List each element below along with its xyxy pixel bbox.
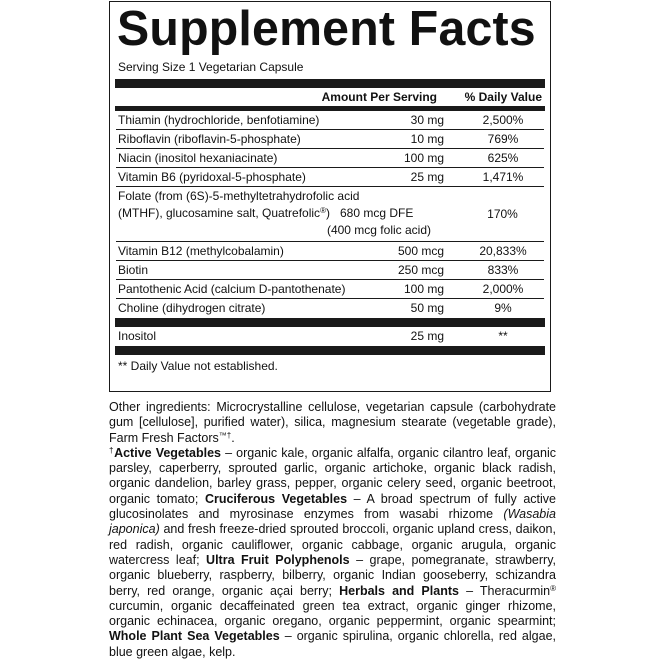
nutrient-row (116, 149, 544, 168)
nutrient-name: Pantothenic Acid (calcium D-pantothenate) (118, 282, 346, 296)
nutrient-row (116, 280, 544, 299)
nutrient-daily-value: 170% (487, 207, 518, 221)
whole-plant-sea-vegetables-heading: Whole Plant Sea Vegetables (109, 629, 280, 644)
ultra-fruit-polyphenols-text: – grape, pomegranate, strawberry, organic blueberry, raspberry, bilberry, organic Indian gooseberry, schizandra berry, red orange, organic açai berry; (109, 552, 556, 598)
cruciferous-vegetables-text-2: and fresh freeze-dried sprouted broccoli, organic upland cress, daikon, red radish, organic cauliflower, organic cabbage, organic arugula, organic watercress leaf; (109, 522, 556, 567)
nutrient-name: Vitamin B12 (methylcobalamin) (118, 244, 284, 258)
nutrient-daily-value: 20,833% (479, 244, 527, 258)
amount-column-header: Amount Per Serving (321, 90, 437, 104)
nutrient-amount: 100 mg (403, 282, 444, 296)
folate-amount: ) 680 mcg DFE (325, 206, 414, 220)
folate-line-1: Folate (from (6S)-5-methyltetrahydrofolic acid (118, 189, 360, 203)
divider-thick (115, 79, 545, 88)
nutrient-name: Thiamin (hydrochloride, benfotiamine) (118, 113, 320, 127)
cruciferous-vegetables-text: – A broad spectrum of fully active glucosinolates and myrosinase enzymes from wasabi rhizome (109, 491, 556, 522)
nutrient-daily-value: 833% (487, 263, 519, 277)
column-header-row (116, 88, 544, 106)
nutrient-name: Vitamin B6 (pyridoxal-5-phosphate) (118, 170, 306, 184)
herbals-and-plants-text: – Theracurmin (458, 583, 551, 598)
nutrient-daily-value: 1,471% (482, 170, 524, 184)
nutrient-name: Biotin (118, 263, 149, 277)
nutrient-amount: 10 mg (410, 132, 444, 146)
ingredients-paragraph (109, 400, 556, 660)
daily-value-footnote: ** Daily Value not established. (118, 359, 278, 373)
nutrient-name: Riboflavin (riboflavin-5-phosphate) (118, 132, 301, 146)
nutrient-name: Niacin (inositol hexaniacinate) (118, 151, 278, 165)
nutrient-amount: 50 mg (410, 301, 444, 315)
nutrient-name: Inositol (118, 329, 157, 343)
nutrient-row-folate (116, 187, 544, 242)
nutrient-row (116, 261, 544, 280)
nutrient-amount: 25 mg (410, 329, 444, 343)
nutrient-daily-value: 2,000% (482, 282, 524, 296)
nutrient-row-inositol (116, 327, 544, 346)
registered-mark: ® (320, 206, 326, 215)
ultra-fruit-polyphenols-heading: Ultra Fruit Polyphenols (206, 552, 350, 567)
registered-mark: ® (550, 583, 556, 593)
dagger-mark: † (109, 445, 115, 455)
wasabia-latin-name: (Wasabia japonica) (109, 507, 556, 537)
nutrient-amount: 25 mg (410, 170, 444, 184)
nutrient-amount: 500 mcg (397, 244, 444, 258)
active-vegetables-text: – organic kale, organic alfalfa, organic cilantro leaf, organic parsley, caperberry, sprouted garlic, organic artichoke, organic black radish, organic dandelion, barley grass, pepper, organic celery seed, organic beetroot, organic tomato; (109, 445, 556, 506)
panel-title: Supplement Facts (117, 2, 536, 56)
nutrient-row (116, 111, 544, 130)
nutrient-daily-value: 9% (494, 301, 512, 315)
serving-size: Serving Size 1 Vegetarian Capsule (118, 60, 304, 74)
herbals-and-plants-text-2: curcumin, organic decaffeinated green tea extract, organic ginger rhizome, organic echinacea, organic oregano, organic peppermint, organic spearmint; (109, 598, 556, 629)
herbals-and-plants-heading: Herbals and Plants (339, 583, 459, 598)
supplement-facts-panel (109, 1, 551, 392)
nutrient-daily-value: 769% (487, 132, 519, 146)
folate-line-2 (118, 205, 443, 222)
daily-value-column-header: % Daily Value (464, 90, 542, 104)
nutrient-amount: 30 mg (410, 113, 444, 127)
nutrient-row (116, 130, 544, 149)
divider-thick (115, 346, 545, 355)
folate-line-3: (400 mcg folic acid) (326, 223, 431, 237)
nutrient-row (116, 242, 544, 261)
trademark-mark: ™† (218, 430, 232, 440)
nutrient-daily-value: ** (498, 329, 508, 343)
folate-description (116, 188, 443, 241)
folate-line-2-text: (MTHF), glucosamine salt, Quatrefolic (118, 206, 321, 220)
nutrient-row (116, 168, 544, 187)
nutrient-name: Choline (dihydrogen citrate) (118, 301, 266, 315)
nutrient-amount: 100 mg (403, 151, 444, 165)
cruciferous-vegetables-heading: Cruciferous Vegetables (204, 491, 348, 506)
divider-thick (115, 318, 545, 327)
other-ingredients-end: . (231, 430, 235, 445)
nutrient-daily-value: 2,500% (482, 113, 524, 127)
active-vegetables-heading: Active Vegetables (114, 445, 222, 460)
nutrient-daily-value: 625% (487, 151, 519, 165)
nutrient-amount: 250 mcg (397, 263, 444, 277)
whole-plant-sea-vegetables-text: – organic spirulina, organic chlorella, red algae, blue green algae, kelp. (109, 629, 556, 659)
other-ingredients-text: Other ingredients: Microcrystalline cellulose, vegetarian capsule (carbohydrate gum [cellulose], purified water), silica, magnesium stearate (vegetable grade), Farm Fresh Factors (109, 400, 556, 445)
nutrient-row (116, 299, 544, 318)
